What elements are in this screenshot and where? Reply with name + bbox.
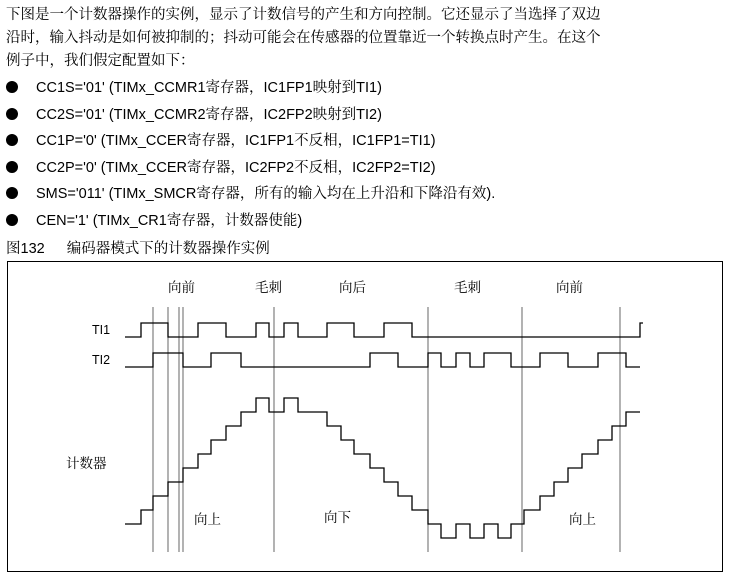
phase-label-forward: 向前: [556, 280, 583, 296]
bullet-icon: [6, 214, 18, 226]
bullet-icon: [6, 108, 18, 120]
config-item: [6, 155, 495, 182]
figure-number: 图132: [6, 241, 45, 257]
intro-line-1: 下图是一个计数器操作的实例，显示了计数信号的产生和方向控制。它还显示了当选择了双边: [6, 7, 601, 23]
intro-paragraph: [6, 4, 728, 73]
phase-label-glitch: 毛刺: [454, 280, 481, 296]
config-item: [6, 128, 495, 155]
count-label-up: 向上: [194, 512, 221, 528]
waveforms: [125, 323, 643, 538]
figure-caption: [6, 237, 270, 258]
config-item-text: CC2P='0' (TIMx_CCER寄存器，IC2FP2不反相，IC2FP2=TI2): [36, 159, 436, 176]
time-marker-lines: [153, 307, 620, 552]
config-item: [6, 75, 495, 102]
bullet-icon: [6, 134, 18, 146]
signal-label-ti2: TI2: [92, 353, 111, 367]
config-item-text: CEN='1' (TIMx_CR1寄存器，计数器使能): [36, 212, 303, 229]
count-label-up: 向上: [569, 512, 596, 528]
config-item-text: CC2S='01' (TIMx_CCMR2寄存器，IC2FP2映射到TI2): [36, 106, 382, 123]
phase-label-backward: 向后: [339, 280, 366, 296]
config-item-text: SMS='011' (TIMx_SMCR寄存器，所有的输入均在上升沿和下降沿有效).: [36, 186, 496, 202]
ti2-waveform: [125, 353, 640, 367]
bullet-icon: [6, 81, 18, 93]
counter-label: 计数器: [66, 456, 107, 472]
bullet-icon: [6, 187, 18, 199]
timing-diagram: [7, 261, 723, 572]
count-label-down: 向下: [324, 510, 351, 526]
intro-line-2: 沿时，输入抖动是如何被抑制的；抖动可能会在传感器的位置靠近一个转换点时产生。在这个: [6, 30, 601, 46]
intro-line-3: 例子中，我们假定配置如下：: [6, 53, 195, 69]
config-item-text: CC1P='0' (TIMx_CCER寄存器，IC1FP1不反相，IC1FP1=TI1): [36, 133, 436, 149]
bullet-icon: [6, 161, 18, 173]
config-item: [6, 208, 495, 235]
timing-diagram-svg: [8, 262, 724, 573]
phase-label-glitch: 毛刺: [255, 280, 282, 296]
config-item: [6, 102, 495, 129]
phase-label-forward: 向前: [168, 280, 195, 296]
config-item: [6, 181, 495, 208]
config-list: [6, 75, 495, 234]
ti1-waveform: [125, 323, 643, 337]
figure-title: 编码器模式下的计数器操作实例: [66, 241, 270, 257]
signal-label-ti1: TI1: [92, 323, 111, 337]
config-item-text: CC1S='01' (TIMx_CCMR1寄存器，IC1FP1映射到TI1): [36, 80, 382, 96]
